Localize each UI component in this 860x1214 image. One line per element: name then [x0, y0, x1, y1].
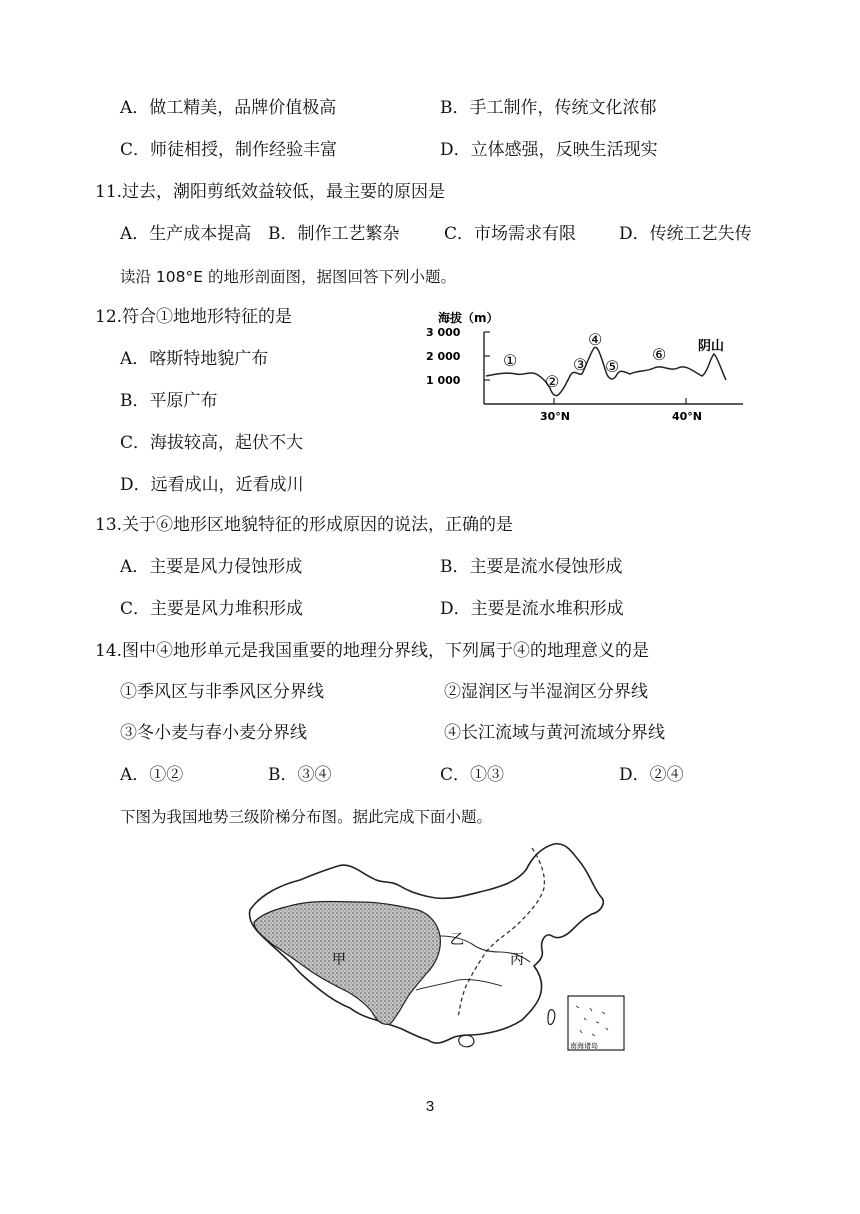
profile-y-tick-2000: 2 000	[426, 350, 461, 363]
q10-option-d: D．立体感强，反映生活现实	[440, 140, 658, 160]
q14-statement-3: ③冬小麦与春小麦分界线	[120, 723, 307, 743]
profile-marker-2: ②	[545, 372, 560, 391]
taiwan-island	[548, 1010, 555, 1025]
profile-peak-label: 阴山	[698, 339, 725, 354]
q14-statement-1: ①季风区与非季风区分界线	[120, 682, 324, 702]
q12-option-b: B．平原广布	[120, 391, 218, 411]
profile-y-label: 海拔（m）	[438, 311, 499, 325]
intro-map: 下图为我国地势三级阶梯分布图。据此完成下面小题。	[120, 808, 493, 826]
region-label-jia: 甲	[332, 952, 346, 968]
profile-y-tick-3000: 3 000	[426, 326, 461, 339]
region-label-yi: 乙	[450, 932, 464, 948]
q14-statement-4: ④长江流域与黄河流域分界线	[444, 723, 665, 743]
profile-marker-4: ④	[588, 330, 603, 349]
hainan-island	[459, 1035, 474, 1047]
q11-option-c: C．市场需求有限	[444, 224, 577, 244]
q12-option-c: C．海拔较高，起伏不大	[120, 433, 304, 453]
q12-option-a: A．喀斯特地貌广布	[120, 349, 269, 369]
q14-option-c: C．①③	[440, 765, 505, 785]
region-label-bing: 丙	[510, 952, 524, 968]
q13-option-a: A．主要是风力侵蚀形成	[120, 557, 303, 577]
q14-stem: 14.图中④地形单元是我国重要的地理分界线，下列属于④的地理意义的是	[95, 641, 650, 661]
profile-x-tick-30n: 30°N	[540, 410, 571, 423]
profile-marker-3: ③	[573, 355, 588, 374]
q11-option-a: A．生产成本提高	[120, 224, 252, 244]
q14-option-b: B．③④	[268, 765, 332, 785]
profile-x-tick-40n: 40°N	[672, 410, 703, 423]
profile-marker-6: ⑥	[652, 345, 667, 364]
q13-option-c: C．主要是风力堆积形成	[120, 599, 304, 619]
q10-option-b: B．手工制作，传统文化浓郁	[440, 98, 657, 118]
q13-option-d: D．主要是流水堆积形成	[440, 599, 624, 619]
q11-option-d: D．传统工艺失传	[619, 224, 752, 244]
profile-marker-1: ①	[503, 351, 518, 370]
q11-stem: 11.过去，潮阳剪纸效益较低，最主要的原因是	[95, 182, 446, 202]
profile-marker-5: ⑤	[605, 357, 620, 376]
inset-label: 南海诸岛	[570, 1042, 598, 1050]
q13-option-b: B．主要是流水侵蚀形成	[440, 557, 623, 577]
q14-option-d: D．②④	[619, 765, 684, 785]
q12-option-d: D．远看成山，近看成川	[120, 475, 304, 495]
intro-profile: 读沿 108°E 的地形剖面图，据图回答下列小题。	[120, 268, 456, 286]
q10-option-c: C．师徒相授，制作经验丰富	[120, 140, 338, 160]
profile-y-tick-1000: 1 000	[426, 374, 461, 387]
china-terrain-steps-map	[240, 840, 630, 1055]
q14-option-a: A．①②	[120, 765, 184, 785]
q13-stem: 13.关于⑥地形区地貌特征的形成原因的说法，正确的是	[95, 515, 514, 535]
q10-option-a: A．做工精美，品牌价值极高	[120, 98, 337, 118]
page-number: 3	[425, 1098, 435, 1115]
q12-stem: 12.符合①地地形特征的是	[95, 307, 293, 327]
terrain-profile-figure	[418, 302, 758, 432]
q14-statement-2: ②湿润区与半湿润区分界线	[444, 682, 648, 702]
q11-option-b: B．制作工艺繁杂	[268, 224, 400, 244]
